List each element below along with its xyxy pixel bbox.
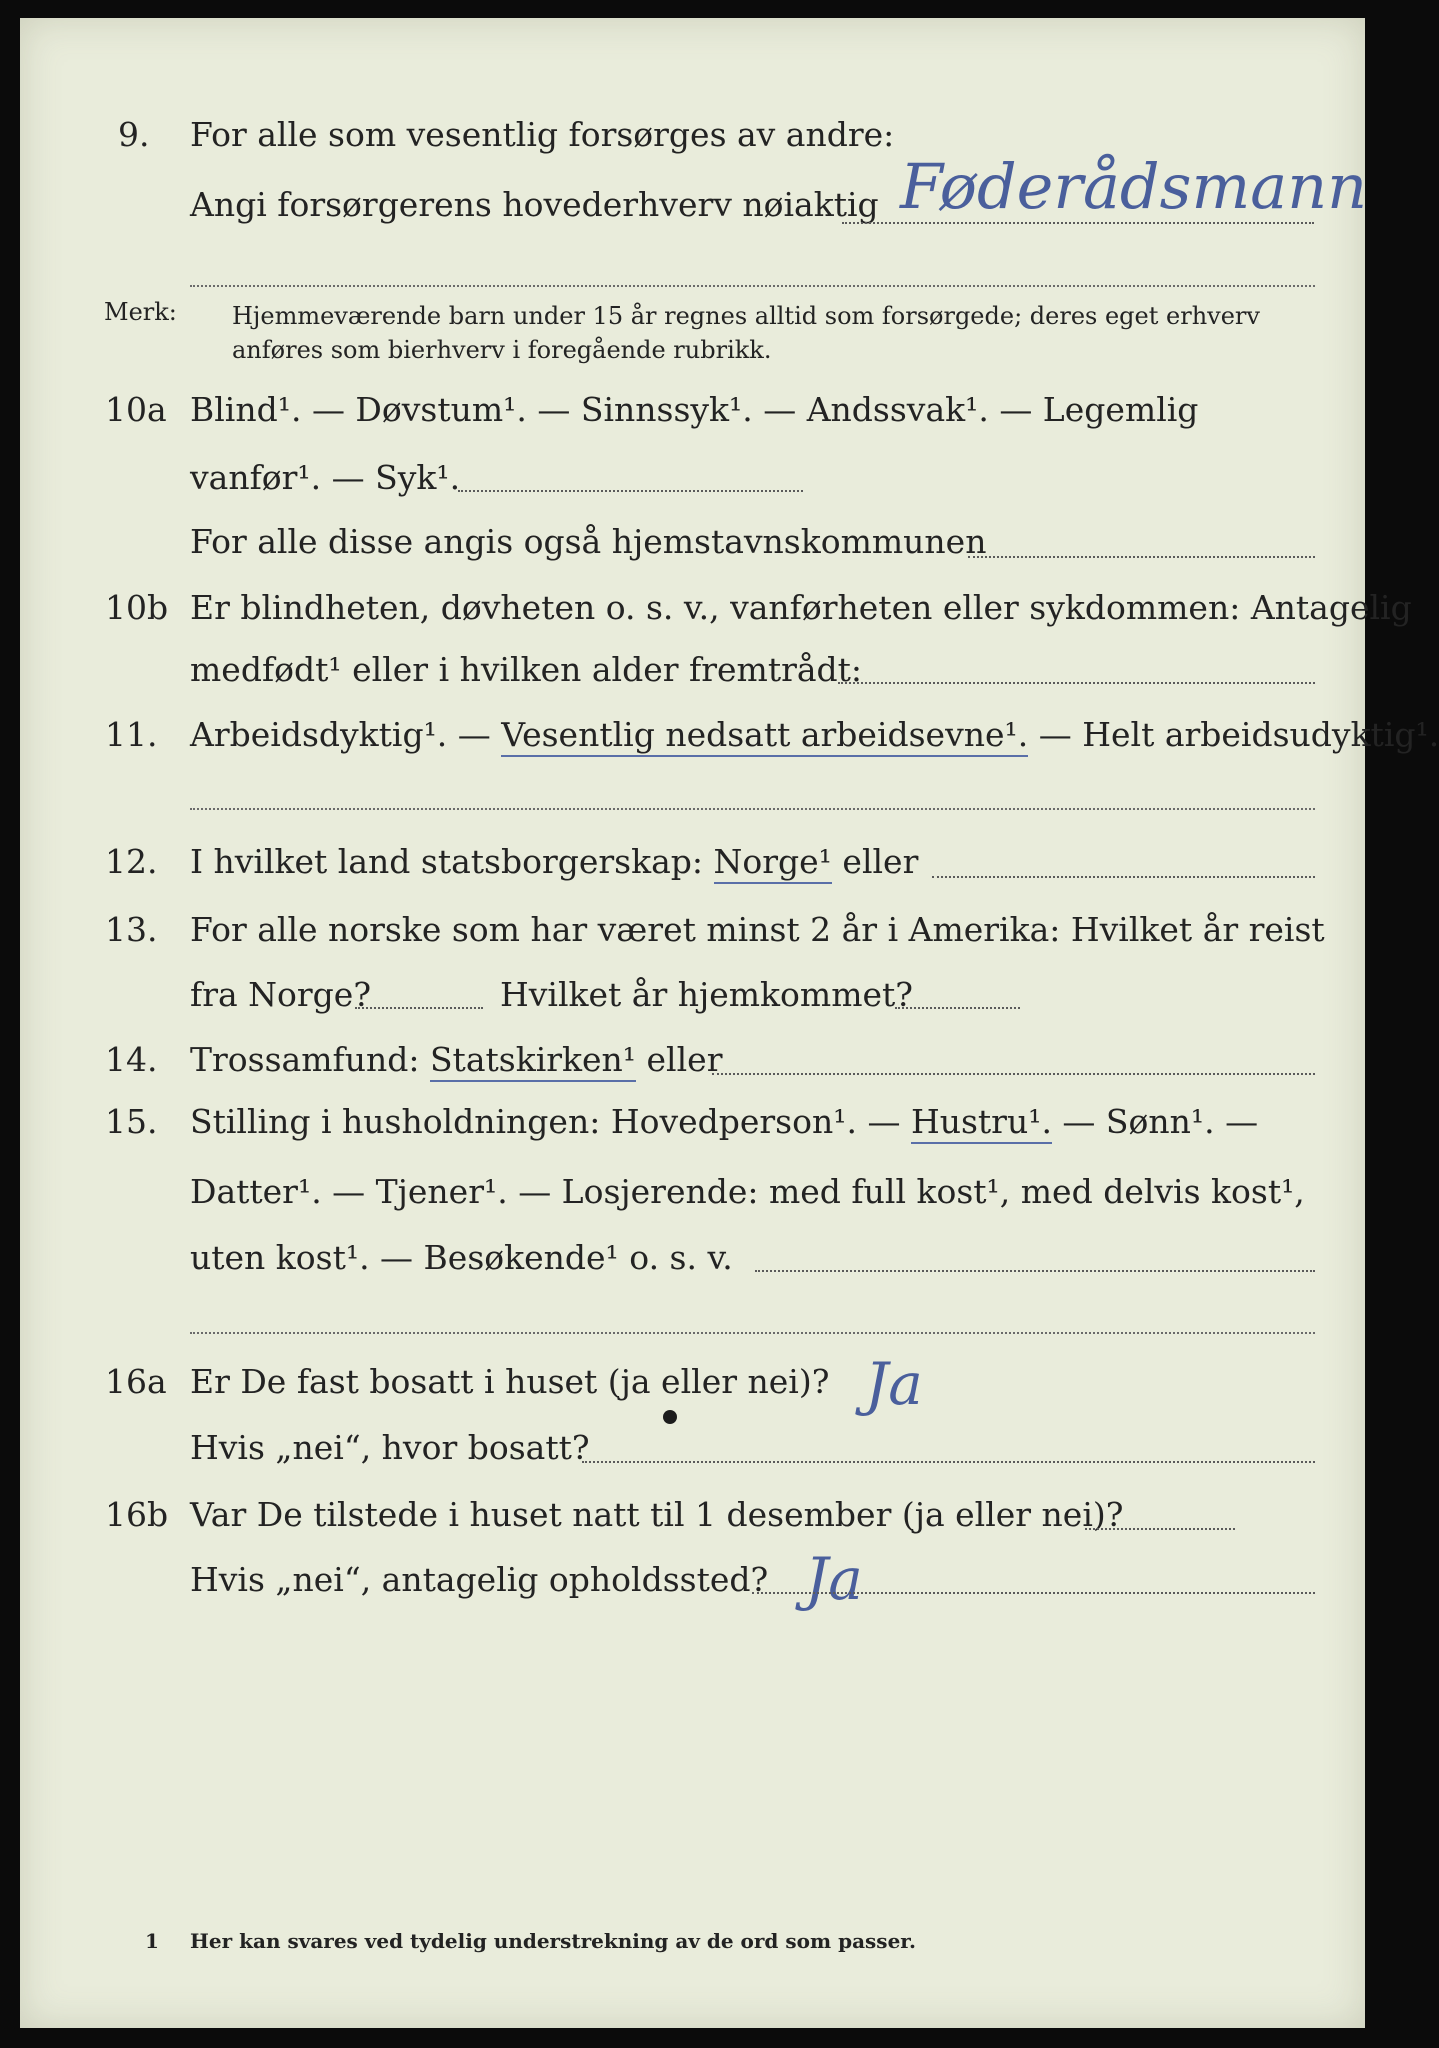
q15-answer-line [755, 1270, 1315, 1272]
q15-underlined-answer: Hustru¹. [911, 1102, 1052, 1144]
q11-line [190, 715, 1439, 755]
q12-answer-line [932, 876, 1315, 878]
q10a-line2: vanfør¹. — Syk¹. [190, 458, 461, 497]
q10a-line3: For alle disse angis også hjemstavnskommunen [190, 522, 987, 561]
q10a-home-municipality-line [968, 556, 1315, 558]
q13-return-year-line [895, 1007, 1020, 1009]
q14-part3: eller [636, 1040, 723, 1079]
q13-line2b: Hvilket år hjemkommet? [500, 975, 913, 1014]
q15-part3: — Sønn¹. — [1051, 1102, 1259, 1141]
q9-number: 9. [118, 115, 150, 154]
q14-underlined-answer: Statskirken¹ [430, 1040, 636, 1082]
q10b-line1: Er blindheten, døvheten o. s. v., vanførheten eller sykdommen: Antagelig [190, 588, 1412, 627]
q12-part1: I hvilket land statsborgerskap: [190, 842, 714, 881]
q15-line3: uten kost¹. — Besøkende¹ o. s. v. [190, 1238, 733, 1277]
q16a-number: 16a [105, 1362, 167, 1401]
q14-number: 14. [105, 1040, 158, 1079]
q9-extra-line [190, 285, 1315, 287]
q16a-residence-line [582, 1461, 1315, 1463]
q12-number: 12. [105, 842, 158, 881]
q16b-line1: Var De tilstede i huset natt til 1 desember (ja eller nei)? [190, 1495, 1124, 1534]
q10a-line1: Blind¹. — Døvstum¹. — Sinnssyk¹. — Andssvak¹. — Legemlig [190, 390, 1199, 429]
q16b-answer-line [1085, 1528, 1235, 1530]
q9-handwritten-answer: Føderådsmann [900, 150, 1368, 223]
q15-part1: Stilling i husholdningen: Hovedperson¹. — [190, 1102, 911, 1141]
q15-extra-line [190, 1332, 1315, 1334]
q14-answer-line [712, 1073, 1315, 1075]
note-line2: anføres som bierhverv i foregående rubrikk. [232, 336, 772, 364]
q10b-number: 10b [105, 588, 169, 627]
q11-part1: Arbeidsdyktig¹. — [190, 715, 502, 754]
q16a-handwritten-answer: Ja [865, 1350, 923, 1418]
note-label: Merk: [104, 298, 177, 326]
footnote-mark: 1 [145, 1929, 159, 1953]
q14-line [190, 1040, 722, 1080]
q11-extra-line [190, 808, 1315, 810]
q16b-number: 16b [105, 1495, 169, 1534]
q12-underlined-answer: Norge¹ [714, 842, 832, 884]
q13-left-year-line [355, 1007, 483, 1009]
q16a-line1: Er De fast bosatt i huset (ja eller nei)? [190, 1362, 830, 1401]
q14-part1: Trossamfund: [190, 1040, 430, 1079]
q10b-line2: medfødt¹ eller i hvilken alder fremtrådt: [190, 650, 863, 689]
q13-number: 13. [105, 910, 158, 949]
q10a-syk-line [458, 490, 803, 492]
q15-number: 15. [105, 1102, 158, 1141]
q12-line [190, 842, 918, 882]
q10b-answer-line [838, 682, 1315, 684]
ink-blot [663, 1410, 677, 1424]
q15-line2: Datter¹. — Tjener¹. — Losjerende: med full kost¹, med delvis kost¹, [190, 1172, 1305, 1211]
q15-line1 [190, 1102, 1258, 1142]
note-line1: Hjemmeværende barn under 15 år regnes alltid som forsørgede; deres eget erhverv [232, 302, 1260, 330]
q16b-stay-line [752, 1592, 1315, 1594]
q13-line1: For alle norske som har været minst 2 år i Amerika: Hvilket år reist [190, 910, 1325, 949]
q9-line1: For alle som vesentlig forsørges av andre: [190, 115, 895, 154]
q9-line2: Angi forsørgerens hovederhverv nøiaktig [190, 185, 879, 224]
q12-part3: eller [831, 842, 919, 881]
q11-number: 11. [105, 715, 158, 754]
q16b-line2: Hvis „nei“, antagelig opholdssted? [190, 1560, 769, 1599]
q13-line2a: fra Norge? [190, 975, 372, 1014]
q11-underlined-answer: Vesentlig nedsatt arbeidsevne¹. [501, 715, 1028, 757]
q16a-line2: Hvis „nei“, hvor bosatt? [190, 1428, 590, 1467]
footnote-text: Her kan svares ved tydelig understrekning av de ord som passer. [190, 1929, 916, 1953]
q16b-handwritten-answer: Ja [805, 1545, 863, 1613]
q10a-number: 10a [105, 390, 167, 429]
q11-part3: — Helt arbeidsudyktig¹. [1028, 715, 1439, 754]
